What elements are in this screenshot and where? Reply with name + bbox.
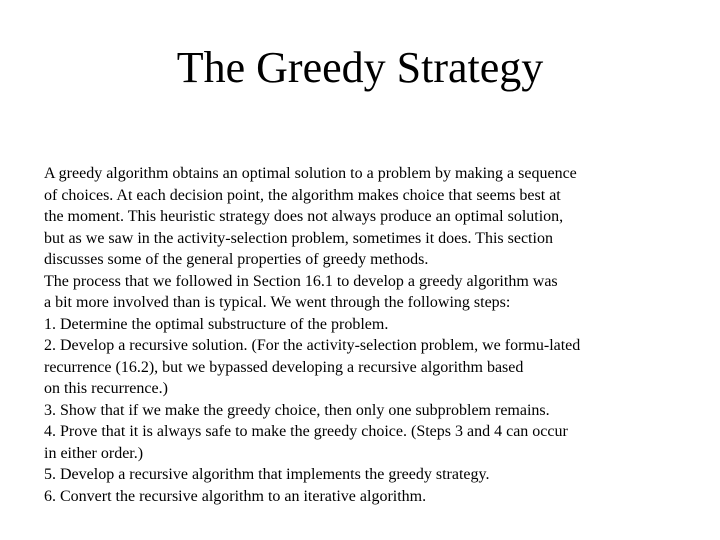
body-line: discusses some of the general properties of greedy methods. <box>44 251 429 268</box>
step-6: 6. Convert the recursive algorithm to an iterative algorithm. <box>44 487 427 505</box>
body-line: but as we saw in the activity-selection problem, sometimes it does. This section <box>44 229 553 247</box>
step-4-continued: in either order.) <box>44 444 144 462</box>
body-line: A greedy algorithm obtains an optimal solution to a problem by making a sequence <box>44 165 577 182</box>
body-line: The process that we followed in Section 16.1 to develop a greedy algorithm was <box>44 272 558 290</box>
step-5: 5. Develop a recursive algorithm that implements the greedy strategy. <box>44 466 490 483</box>
step-1: 1. Determine the optimal substructure of the problem. <box>44 315 389 333</box>
step-3: 3. Show that if we make the greedy choice, then only one subproblem remains. <box>44 401 550 419</box>
slide-body <box>44 163 684 507</box>
body-line: a bit more involved than is typical. We went through the following steps: <box>44 294 511 311</box>
slide-title: The Greedy Strategy <box>176 43 544 92</box>
step-2-continued: on this recurrence.) <box>44 380 168 397</box>
body-line: the moment. This heuristic strategy does not always produce an optimal solution, <box>44 208 564 225</box>
step-2-continued: recurrence (16.2), but we bypassed developing a recursive algorithm based <box>44 358 524 376</box>
step-4: 4. Prove that it is always safe to make the greedy choice. (Steps 3 and 4 can occur <box>44 423 568 440</box>
step-2: 2. Develop a recursive solution. (For the activity-selection problem, we formu-lated <box>44 337 581 354</box>
body-line: of choices. At each decision point, the algorithm makes choice that seems best at <box>44 186 561 204</box>
